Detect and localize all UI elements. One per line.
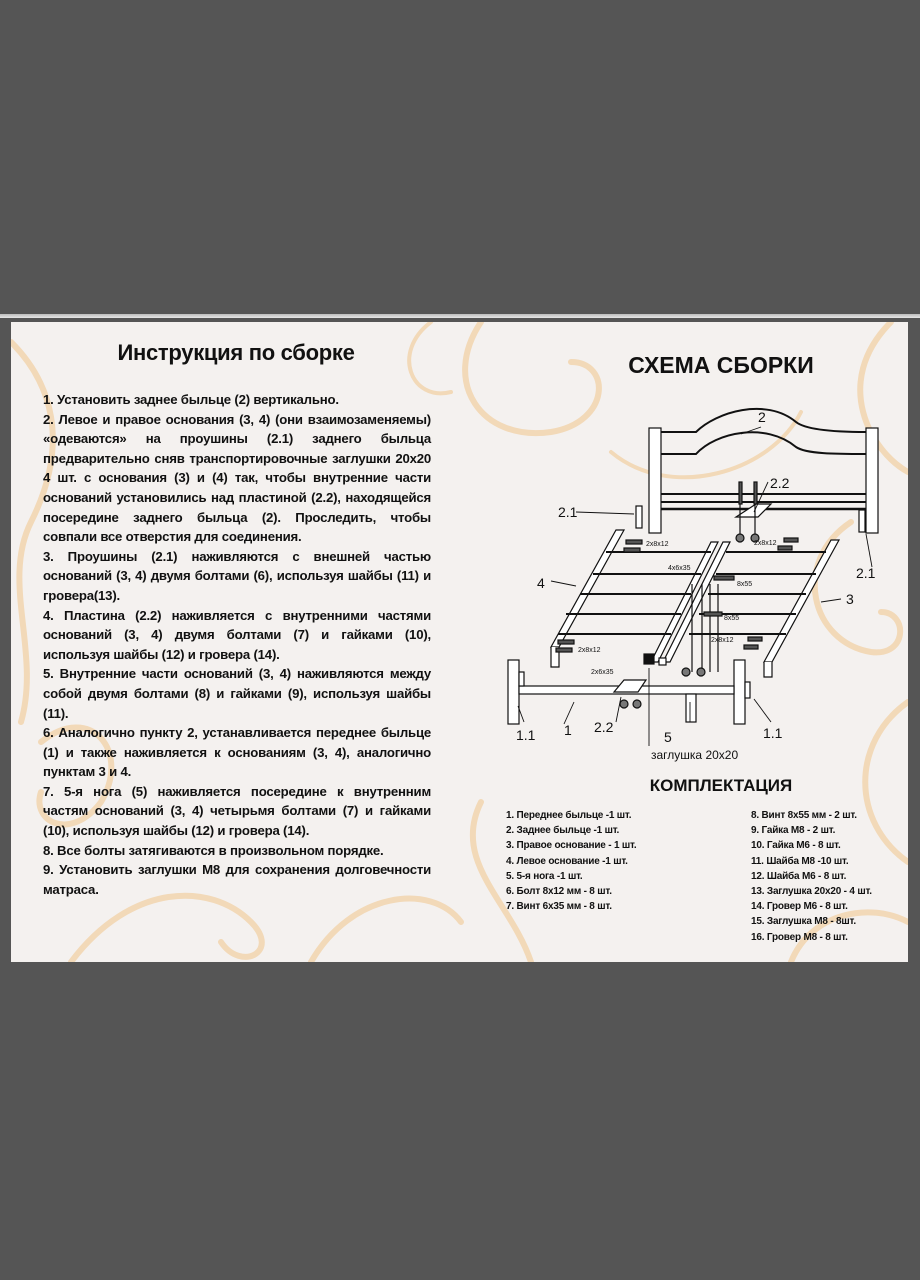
step-8: 8. Все болты затягиваются в произвольном порядке. [43,842,384,858]
label-plate-top: 2.2 [770,475,790,491]
kit-title: КОМПЛЕКТАЦИЯ [649,776,793,795]
kit-item: 14. Гровер М6 - 8 шт. [751,901,848,913]
assembly-scheme [451,322,908,962]
fastener-bolts-back-left: 2x8x12 [646,541,669,548]
instruction-steps [43,390,431,899]
kit-item: 13. Заглушка 20х20 - 4 шт. [751,886,872,898]
scheme-title: СХЕМА СБОРКИ [628,352,814,378]
instruction-sheet [11,322,908,962]
kit-item: 4. Левое основание -1 шт. [506,855,628,867]
label-back-headboard: 2 [758,409,766,425]
label-plate-bottom: 2.2 [594,719,614,735]
bed-assembly-diagram [496,402,908,762]
kit-item: 8. Винт 8х55 мм - 2 шт. [751,810,857,821]
kit-item: 6. Болт 8х12 мм - 8 шт. [506,886,612,898]
kit-item: 10. Гайка М6 - 8 шт. [751,840,841,852]
step-9: 9. Установить заглушки М8 для сохранения долговечности матраса. [43,862,431,897]
label-front-footboard: 1 [564,722,572,738]
fastener-bolts-back-right: 2x8x12 [754,540,777,547]
label-cap: заглушка 20x20 [651,748,739,762]
step-5: 5. Внутренние части оснований (3, 4) наживляются между собой двумя болтами (8) и гайками (9), используя шайбы (11). [43,666,431,721]
kit-item: 7. Винт 6х35 мм - 8 шт. [506,901,612,913]
step-2: 2. Левое и правое основания (3, 4) (они взаимозаменяемы) «одеваются» на проушины (2.1) заднего быльца предварительно сняв транспортировочные заглушки 20х20 4 шт. с основания (3) и (4) так, чтобы внутренние части оснований установились над пластиной (2.2), находящейся посередине заднего быльца (2). Проследить, чтобы совпали все отверстия для соединения. [43,411,431,545]
fastener-long-bolt-2: 8x55 [724,615,740,622]
step-3: 3. Проушины (2.1) наживляются с внешней частью оснований (3, 4) двумя болтами (6), используя шайбы (11) и гровера(13). [43,548,431,603]
step-1: 1. Установить заднее быльце (2) вертикально. [43,392,339,407]
kit-item: 12. Шайба М6 - 8 шт. [751,870,847,882]
fastener-screws-center: 4x6x35 [668,565,691,572]
label-fifth-leg: 5 [664,729,672,745]
back-post-right [866,428,878,533]
label-left-base: 4 [537,575,545,591]
kit-item: 5. 5-я нога -1 шт. [506,870,583,882]
fastener-bolts-front-right: 2x8x12 [711,637,734,644]
kit-item: 2. Заднее быльце -1 шт. [506,825,620,837]
step-6: 6. Аналогично пункту 2, устанавливается переднее быльце (1) и также наживляется к основаниям (3, 4), аналогично пунктам 3 и 4. [43,725,431,780]
instructions-title: Инструкция по сборке [117,340,355,365]
kit-list-column-2 [751,808,872,945]
kit-item: 9. Гайка М8 - 2 шт. [751,825,836,837]
label-lug-right: 2.1 [856,565,876,581]
kit-item: 3. Правое основание - 1 шт. [506,840,637,852]
fastener-bolts-front-left: 2x8x12 [578,647,601,654]
kit-item: 16. Гровер М8 - 8 шт. [751,931,848,943]
back-post-left [649,428,661,533]
kit-item: 11. Шайба М8 -10 шт. [751,855,849,867]
fastener-screws-front: 2x6x35 [591,669,614,676]
label-front-lug-right: 1.1 [763,725,783,741]
fastener-long-bolt-1: 8x55 [737,581,753,588]
label-lug-left: 2.1 [558,504,578,520]
top-divider [0,314,920,318]
label-front-lug-left: 1.1 [516,727,536,743]
label-right-base: 3 [846,591,854,607]
kit-list-column-1 [506,808,636,914]
kit-item: 15. Заглушка М8 - 8шт. [751,916,856,928]
assembly-instructions [11,322,451,962]
kit-item: 1. Переднее быльце -1 шт. [506,810,632,821]
step-7: 7. 5-я нога (5) наживляется посередине к внутренним частям оснований (3, 4) четырьмя болтами (7) и гайками (10), используя шайбы (12) и гровера (14). [43,783,431,839]
step-4: 4. Пластина (2.2) наживляется с внутренними частями оснований (3, 4) двумя болтами (7) и гайками (10), используя шайбы (12) и гровера (14). [43,607,431,662]
